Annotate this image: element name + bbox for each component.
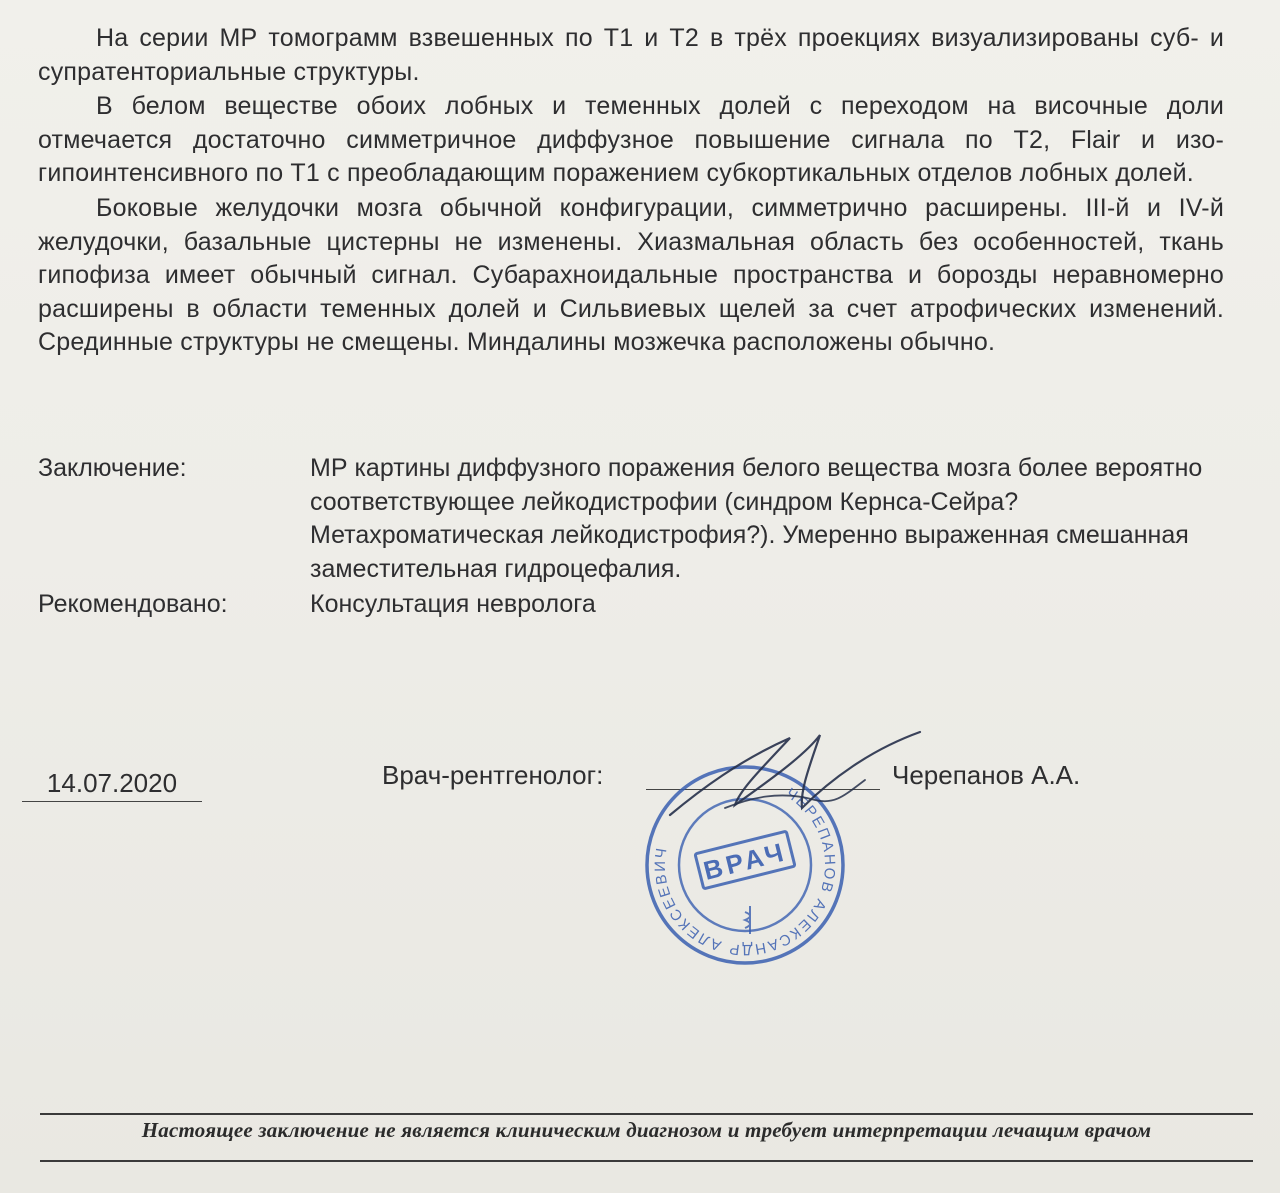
report-paragraph: На серии МР томограмм взвешенных по Т1 и Т2 в трёх проекциях визуализированы суб- и супратенториальные структуры. bbox=[38, 24, 1224, 86]
footer-disclaimer: Настоящее заключение не является клиническим диагнозом и требует интерпретации лечащим врачом bbox=[141, 1118, 1152, 1142]
stamp-center-text: ВРАЧ bbox=[700, 836, 791, 886]
recommended-text: Консультация невролога bbox=[310, 590, 596, 618]
report-paragraph: В белом веществе обоих лобных и теменных долей с переходом на височные доли отмечается достаточно симметричное диффузное повышение сигнала по Т2, Flair и изо-гипоинтенсивного по Т1 с преобладающим поражением субкортикальных отделов лобных долей. bbox=[38, 92, 1224, 188]
recommended-label: Рекомендовано: bbox=[38, 590, 228, 618]
doctor-name: Черепанов А.А. bbox=[892, 760, 1081, 790]
report-paragraph: Боковые желудочки мозга обычной конфигурации, симметрично расширены. III-й и IV-й желудочки, базальные цистерны не изменены. Хиазмальная область без особенностей, ткань гипофиза имеет обычный сигнал. Субарахноидальные пространства и борозды неравномерно расширены в области теменных долей и Сильвиевых щелей за счет атрофических изменений. Срединные структуры не смещены. Миндалины мозжечка расположены обычно. bbox=[38, 193, 1224, 357]
stamp-ring-text: ЧЕРЕПАНОВ АЛЕКСАНДР АЛЕКСЕЕВИЧ bbox=[651, 784, 839, 959]
footer-rule-top bbox=[40, 1113, 1253, 1115]
doctor-title: Врач-рентгенолог: bbox=[382, 760, 604, 790]
footer-rule-bottom bbox=[40, 1160, 1253, 1162]
handwritten-signature bbox=[630, 720, 930, 830]
report-date: 14.07.2020 bbox=[22, 768, 202, 802]
conclusion-text: МР картины диффузного поражения белого вещества мозга более вероятно соответствующее лейкодистрофии (синдром Кернса-Сейра? Метахроматическая лейкодистрофия?). Умеренно выраженная смешанная заместительная гидроцефалия. bbox=[310, 454, 1203, 583]
conclusion-label: Заключение: bbox=[38, 454, 187, 482]
report-body bbox=[38, 22, 1224, 361]
